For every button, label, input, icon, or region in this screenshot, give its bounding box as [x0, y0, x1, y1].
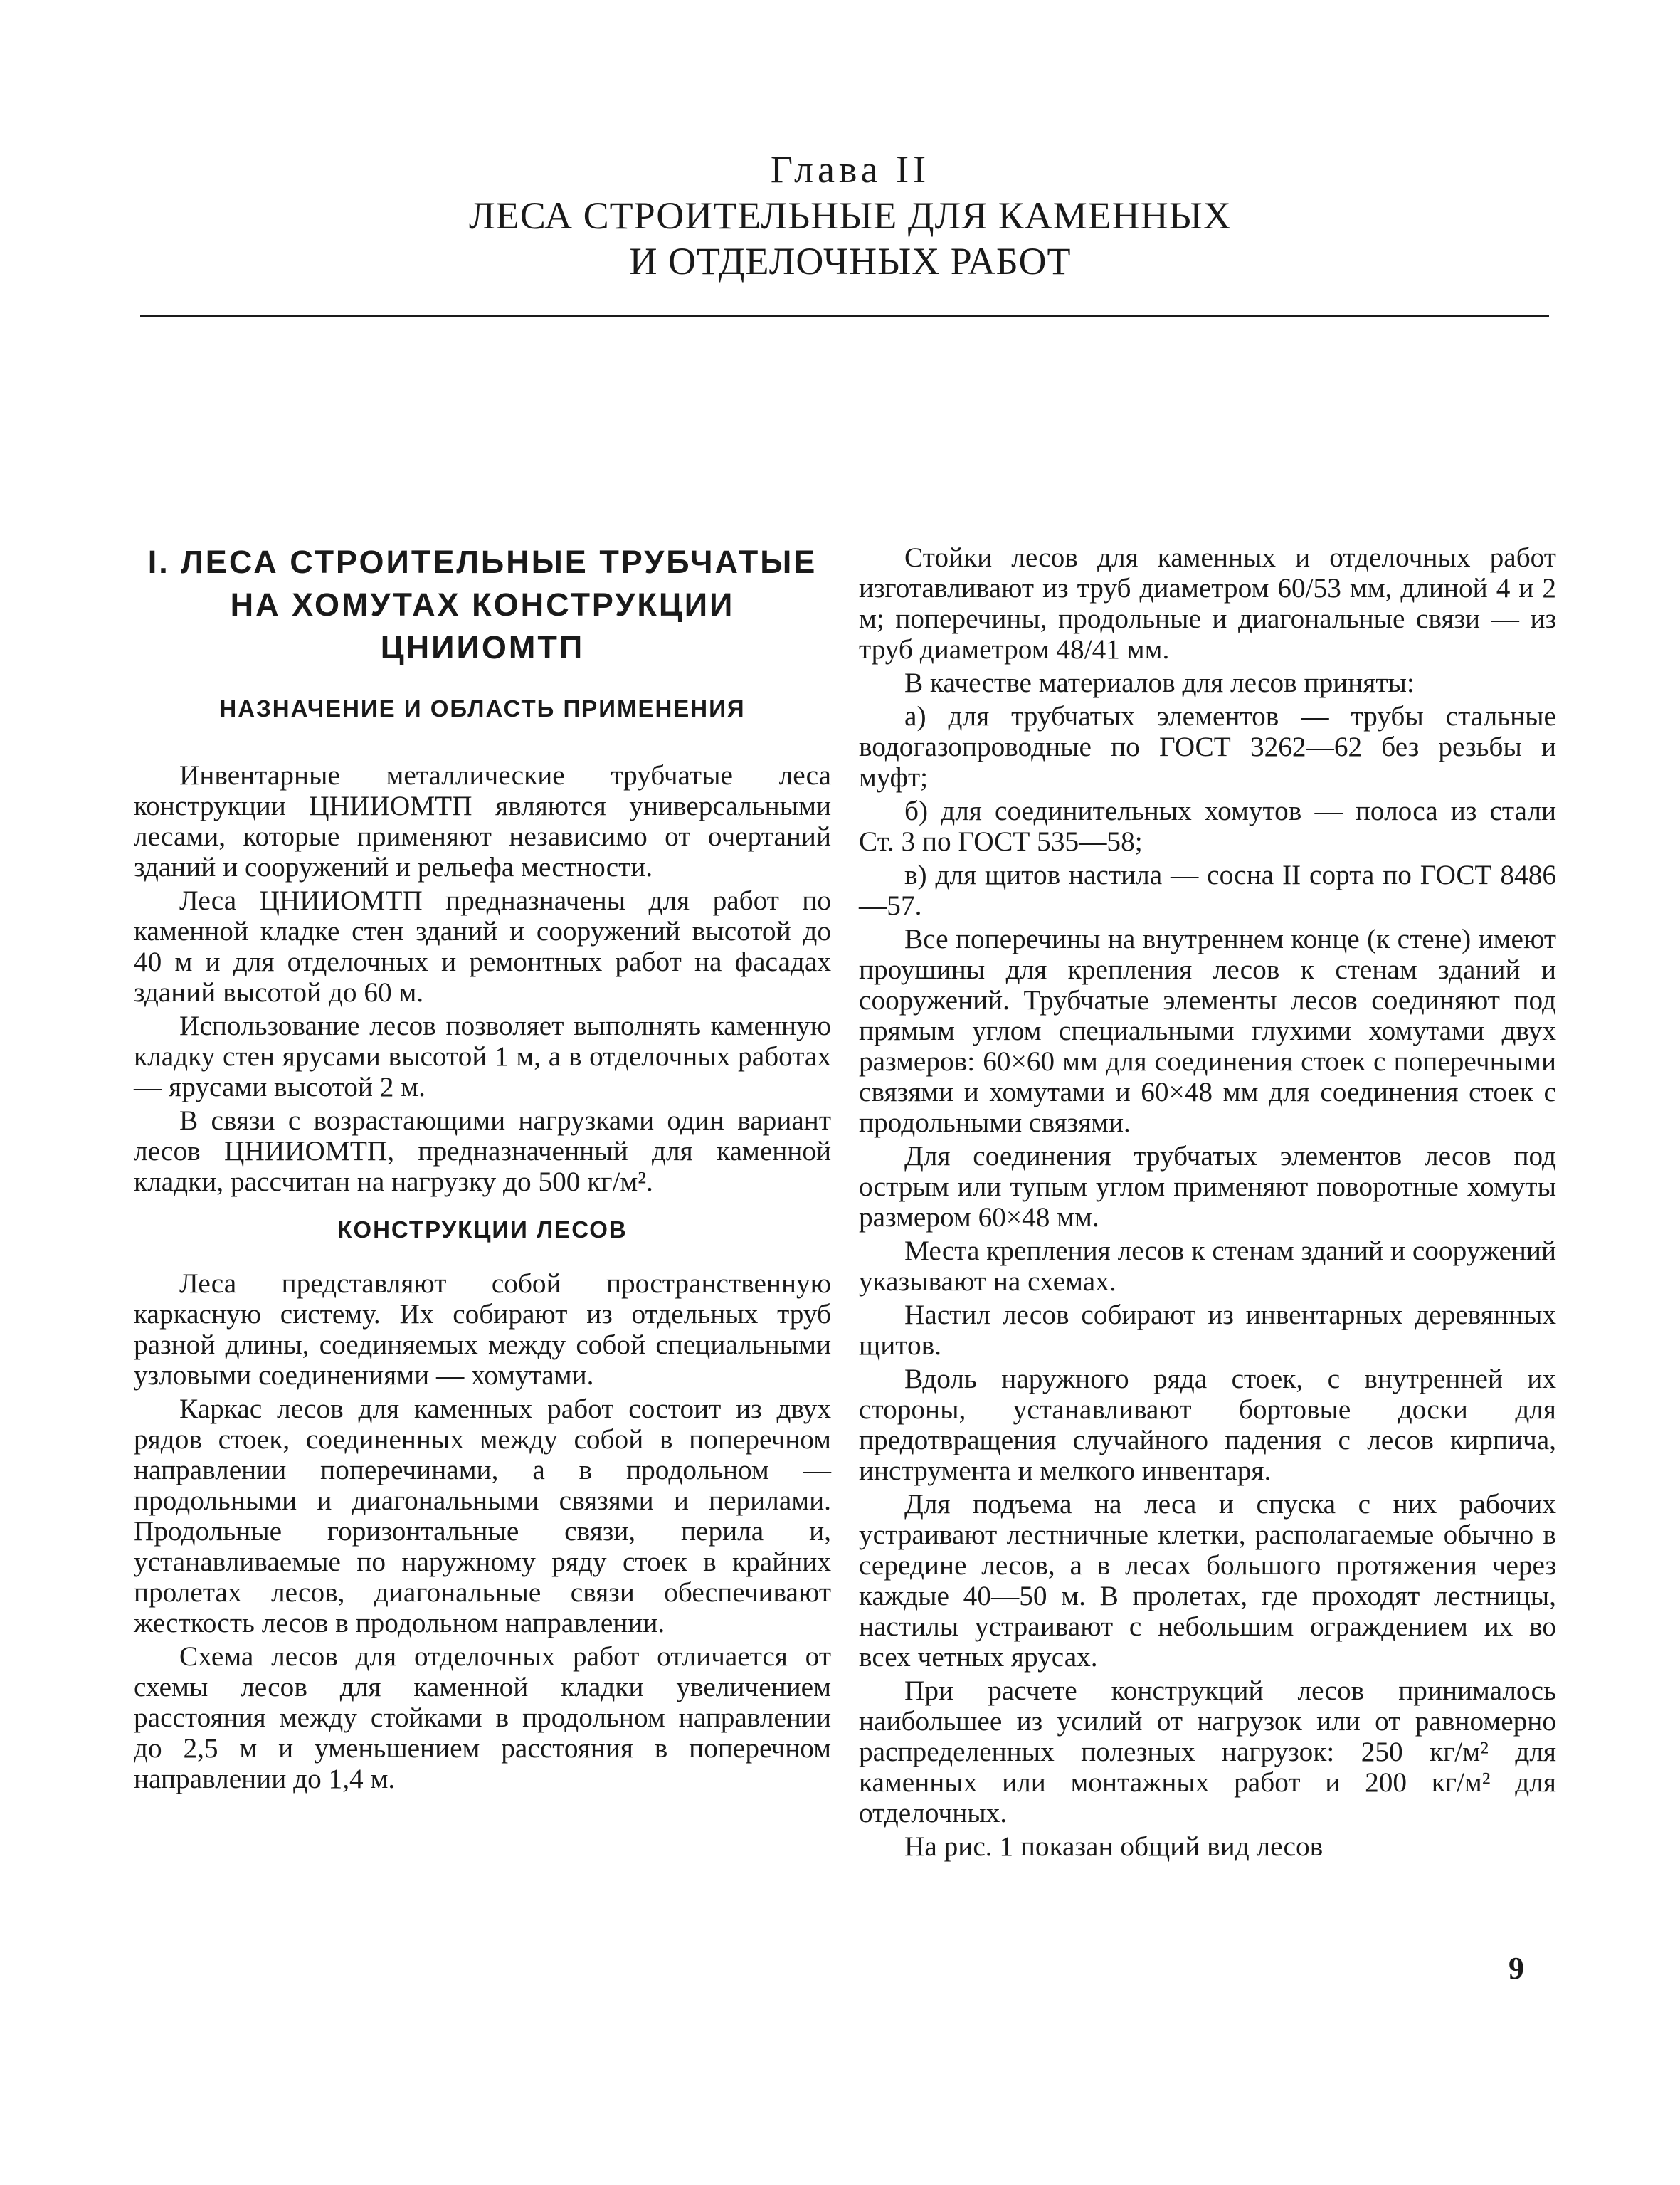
- paragraph: Каркас лесов для каменных работ состоит из двух рядов стоек, соединенных между собой в поперечном направлении поперечинами, а в продольном — продольными и диагональными связями и перилами. Продольные горизонтальные связи, перила и, устанавливаемые по наружному ряду стоек в крайних пролетах лесов, диагональные связи обеспечивают жесткость лесов в продольном направлении.: [134, 1393, 831, 1638]
- list-item: б) для соединительных хомутов — полоса из стали Ст. 3 по ГОСТ 535—58;: [859, 795, 1556, 857]
- paragraph: На рис. 1 показан общий вид лесов: [904, 1831, 1324, 1862]
- paragraph: Для соединения трубчатых элементов лесов под острым или тупым углом применяют поворотные хомуты размером 60×48 мм.: [859, 1140, 1556, 1233]
- chapter-heading: [139, 146, 1562, 284]
- paragraph: Настил лесов собирают из инвентарных деревянных щитов.: [859, 1299, 1556, 1361]
- paragraph: В качестве материалов для лесов приняты:: [904, 667, 1415, 698]
- paragraph: Стойки лесов для каменных и отделочных работ изготавливают из труб диаметром 60/53 мм, длиной 4 и 2 м; поперечины, продольные и диагональные связи — из труб диаметром 48/41 мм.: [859, 542, 1556, 665]
- section-title: [134, 541, 831, 669]
- list-item: а) для трубчатых элементов — трубы стальные водогазопроводные по ГОСТ 3262—62 без резьбы и муфт;: [859, 700, 1556, 793]
- subtitle-design: КОНСТРУКЦИИ ЛЕСОВ: [337, 1216, 628, 1243]
- paragraph: Схема лесов для отделочных работ отличается от схемы лесов для каменной кладки увеличением расстояния между стойками в продольном направлении до 2,5 м и уменьшением расстояния в поперечном направлении до 1,4 м.: [134, 1641, 831, 1794]
- chapter-label: Глава II: [770, 148, 931, 191]
- list-item: в) для щитов настила — сосна II сорта по ГОСТ 8486—57.: [859, 859, 1556, 921]
- paragraph: Инвентарные металлические трубчатые леса конструкции ЦНИИОМТП являются универсальными лесами, которые применяют независимо от очертаний зданий и сооружений и рельефа местности.: [134, 759, 831, 883]
- paragraph: При расчете конструкций лесов принималось наибольшее из усилий от нагрузок или от равномерно распределенных полезных нагрузок: 250 кг/м² для каменных или монтажных работ и 200 кг/м² для отделочных.: [859, 1675, 1556, 1828]
- paragraph: Все поперечины на внутреннем конце (к стене) имеют проушины для крепления лесов к стенам зданий и сооружений. Трубчатые элементы лесов соединяют под прямым углом специальными глухими хомутами двух размеров: 60×60 мм для соединения стоек с поперечными связями и хомутами и 60×48 мм для соединения стоек с продольными связями.: [859, 923, 1556, 1138]
- header-divider: [140, 315, 1549, 317]
- section-title-line-1: I. ЛЕСА СТРОИТЕЛЬНЫЕ ТРУБЧАТЫЕ: [147, 544, 818, 580]
- paragraph: Для подъема на леса и спуска с них рабочих устраивают лестничные клетки, располагаемые обычно в середине лесов, а в лесах большого протяжения через каждые 40—50 м. В пролетах, где проходят лестницы, настилы устраивают с небольшим ограждением их во всех четных ярусах.: [859, 1488, 1556, 1673]
- left-column: [134, 541, 831, 1794]
- chapter-title-line-1: ЛЕСА СТРОИТЕЛЬНЫЕ ДЛЯ КАМЕННЫХ: [469, 194, 1232, 237]
- right-column: [859, 542, 1556, 1862]
- paragraph: Вдоль наружного ряда стоек, с внутренней их стороны, устанавливают бортовые доски для предотвращения случайного падения с лесов кирпича, инструмента и мелкого инвентаря.: [859, 1363, 1556, 1486]
- paragraph: Места крепления лесов к стенам зданий и сооружений указывают на схемах.: [859, 1235, 1556, 1297]
- section-title-line-2: НА ХОМУТАХ КОНСТРУКЦИИ: [230, 586, 735, 623]
- chapter-title-line-2: И ОТДЕЛОЧНЫХ РАБОТ: [629, 240, 1072, 283]
- subtitle-purpose: НАЗНАЧЕНИЕ И ОБЛАСТЬ ПРИМЕНЕНИЯ: [219, 695, 746, 722]
- paragraph: Леса представляют собой пространственную каркасную систему. Их собирают из отдельных труб разной длины, соединяемых между собой специальными узловыми соединениями — хомутами.: [134, 1268, 831, 1391]
- paragraph: Леса ЦНИИОМТП предназначены для работ по каменной кладке стен зданий и сооружений высотой до 40 м и для отделочных и ремонтных работ на фасадах зданий высотой до 60 м.: [134, 885, 831, 1008]
- paragraph: Использование лесов позволяет выполнять каменную кладку стен ярусами высотой 1 м, а в отделочных работах — ярусами высотой 2 м.: [134, 1010, 831, 1102]
- page-number: 9: [1509, 1951, 1524, 1986]
- paragraph: В связи с возрастающими нагрузками один вариант лесов ЦНИИОМТП, предназначенный для каменной кладки, рассчитан на нагрузку до 500 кг/м².: [134, 1105, 831, 1197]
- section-title-line-3: ЦНИИОМТП: [380, 629, 585, 665]
